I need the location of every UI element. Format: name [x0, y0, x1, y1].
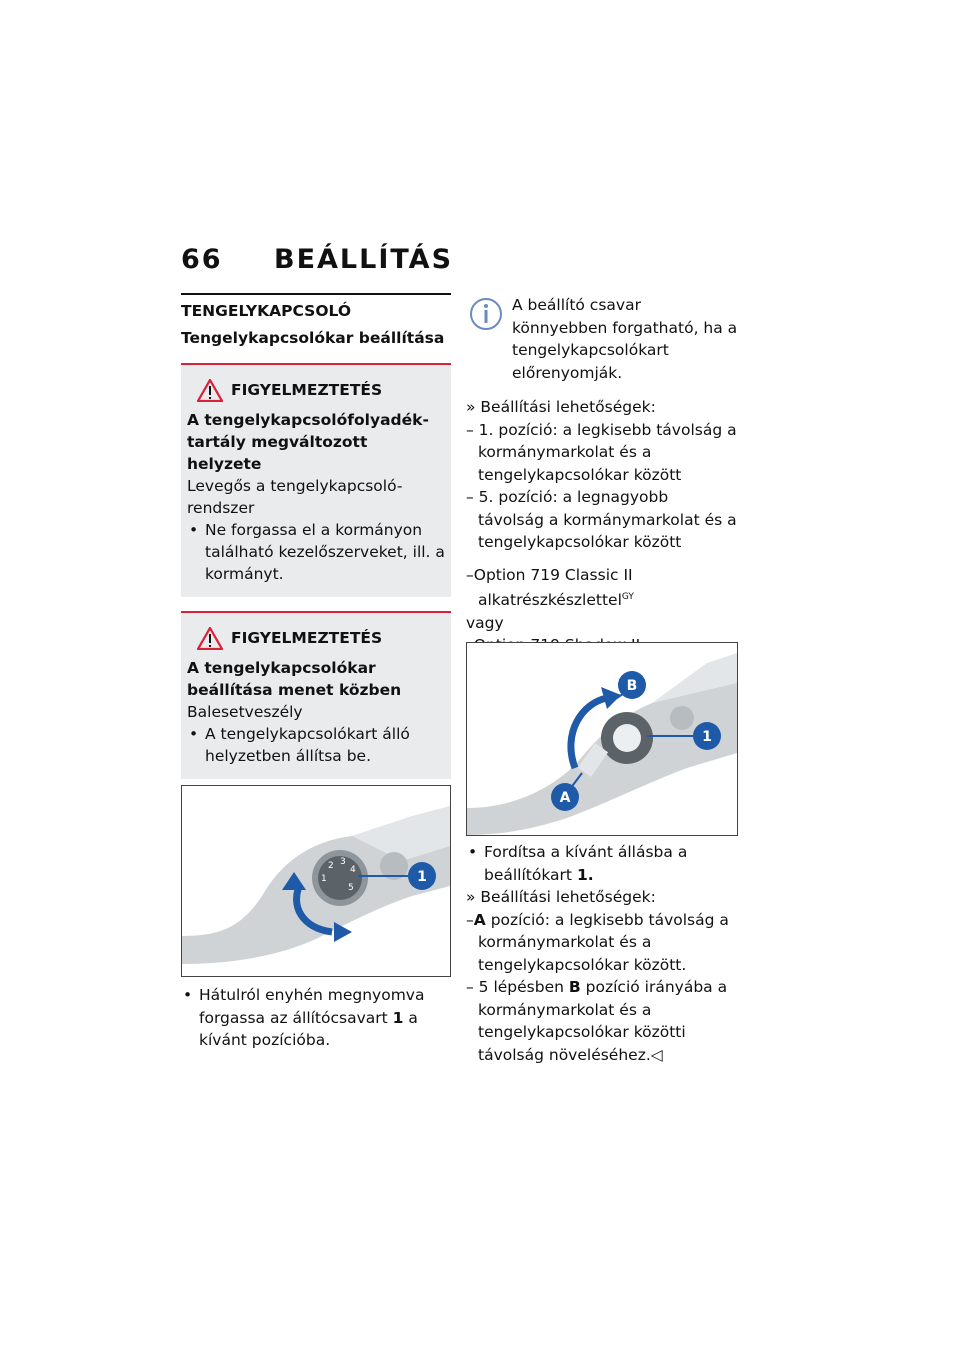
option-ref-a: A	[473, 910, 486, 929]
left-column	[181, 293, 451, 779]
step-text: Fordítsa a kívánt állásba a beállítókart	[484, 843, 688, 884]
warning-icon	[197, 627, 223, 650]
callout-1: 1	[417, 869, 427, 885]
warning-box-1	[181, 363, 451, 597]
chapter-title: BEÁLLÍTÁS	[273, 244, 454, 275]
page-header	[181, 244, 453, 275]
right-column	[466, 294, 738, 682]
lever-illustration	[467, 643, 737, 835]
warning-label: FIGYELMEZTETÉS	[231, 381, 383, 399]
options-list-1	[466, 396, 738, 554]
callout-a: A	[559, 790, 571, 806]
step-text: Hátulról enyhén megnyomva forgassa az állítócsavart	[199, 986, 425, 1027]
step-ref: 1.	[576, 865, 594, 884]
dial-mark: 2	[328, 861, 334, 871]
callout-1: 1	[702, 729, 712, 745]
info-icon	[468, 296, 504, 334]
options-head: » Beállítási lehetőségek:	[466, 888, 656, 906]
warning-box-2	[181, 611, 451, 779]
step-text-end: a kívánt pozícióba.	[199, 1008, 418, 1049]
page-number: 66	[181, 244, 223, 275]
warning-subtitle: Balesetveszély	[187, 703, 303, 721]
variant-sup: GY	[621, 592, 634, 602]
option-item: – 5. pozíció: a legnagyobb távolság a kormánymarkolat és a tengelykapcsolókar között	[466, 488, 737, 551]
warning-title: A tengelykapcsolókar beállítása menet közben	[187, 659, 402, 699]
option-item: pozíció irányába a kormánymarkolat és a tengelykapcsolókar közötti távolság növeléséhez.	[478, 978, 728, 1064]
option-item: pozíció: a legkisebb távolság a kormánymarkolat és a tengelykapcsolókar között.	[478, 910, 729, 974]
section-title: TENGELYKAPCSOLÓ	[181, 302, 352, 320]
or-text: vagy	[466, 613, 504, 632]
dial-mark: 1	[321, 874, 327, 884]
options-head: » Beállítási lehetőségek:	[466, 398, 656, 416]
left-step	[181, 984, 451, 1052]
end-mark: ◁	[650, 1045, 663, 1064]
step-ref: 1	[392, 1008, 404, 1027]
option-item-pre: – 5 lépésben	[466, 978, 564, 996]
subsection-title: Tengelykapcsolókar beállítása	[181, 329, 445, 347]
dial-mark: 5	[348, 883, 354, 893]
right-steps: • Fordítsa a kívánt állásba a beállítókart 1. » Beállítási lehetőségek: –A pozíció: a legkisebb távolság a kormánymarkolat és a tengelykapcsolókar között. – 5 lépésben B pozíció irányába a kormánymarkolat és a tengelykapcsolókar közötti távolság növeléséhez.◁	[466, 841, 738, 1066]
lever-illustration	[182, 786, 450, 976]
clutch-lever-adjuster-figure	[466, 642, 738, 836]
info-text: A beállító csavar könnyebben forgatható, ha a tengelykapcsolókart előrenyomják.	[512, 296, 738, 382]
warning-bullet: • Ne forgassa el a kormányon található kezelőszerveket, ill. a kormányt.	[187, 519, 445, 585]
warning-subtitle: Levegős a tengelykapcsoló-rendszer	[187, 477, 403, 517]
warning-icon	[197, 379, 223, 402]
dial-mark: 4	[350, 865, 356, 875]
variant-classic: –Option 719 Classic II alkatrészkészlettel	[466, 565, 633, 610]
option-ref-b: B	[568, 978, 581, 996]
info-note	[466, 294, 738, 384]
option-item: – 1. pozíció: a legkisebb távolság a kormánymarkolat és a tengelykapcsolókar között	[466, 420, 737, 484]
callout-b: B	[626, 678, 638, 694]
dial-mark: 3	[340, 857, 346, 867]
warning-bullet: • A tengelykapcsolókart álló helyzetben állítsa be.	[187, 723, 445, 767]
warning-title: A tengelykapcsolófolyadék-tartály megváltozott helyzete	[187, 411, 429, 473]
warning-label: FIGYELMEZTETÉS	[231, 629, 383, 647]
clutch-lever-dial-figure	[181, 785, 451, 977]
section-rule	[181, 293, 451, 295]
